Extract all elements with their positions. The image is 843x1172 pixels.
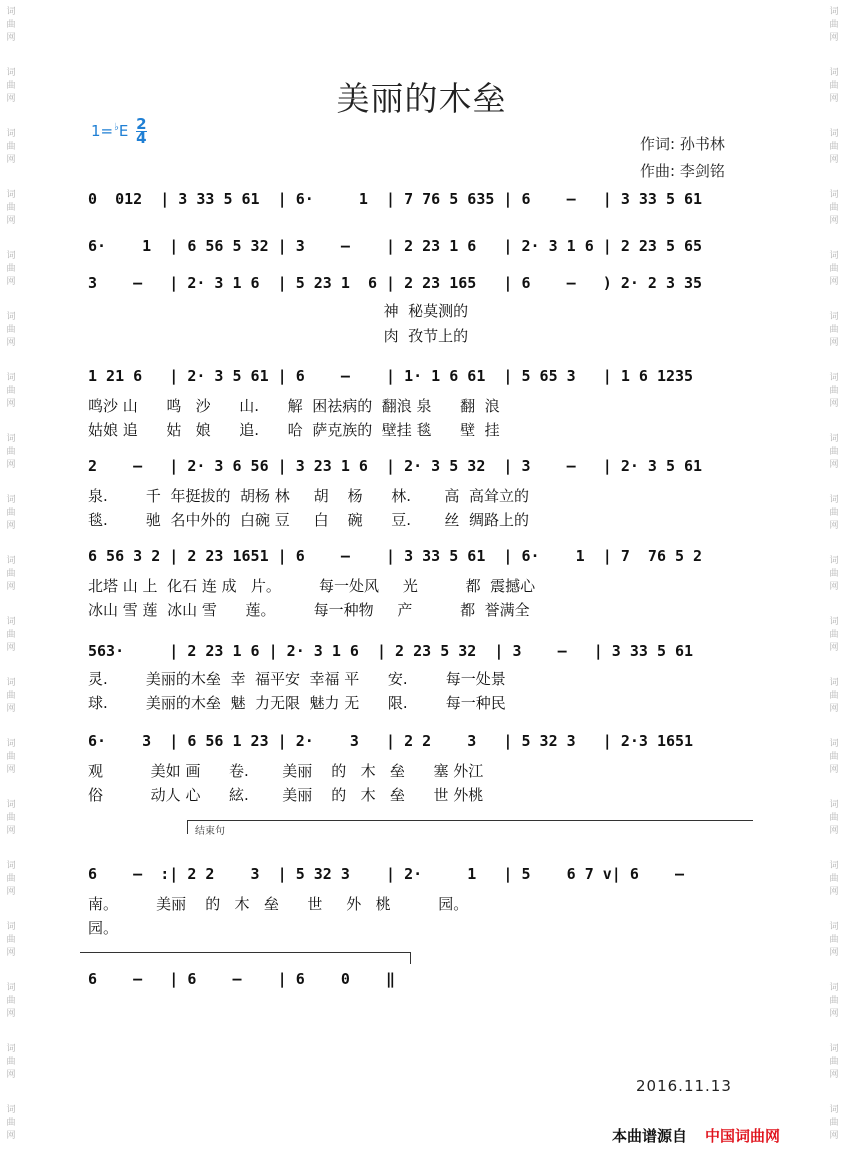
lyric-verse-2: 肉 孜节上的 [88, 327, 469, 345]
lyric-verse-2: 球. 美丽的木垒 魅 力无限 魅力 无 限. 每一种民 [88, 694, 506, 712]
staff-row-1 [80, 188, 755, 216]
time-signature [136, 115, 147, 147]
lyric-verse-1: 南。 美丽 的 木 垒 世 外 桃 园。 [88, 895, 469, 913]
watermark-glyphs: 词 曲 网 [829, 251, 839, 287]
staff-row-4 [80, 365, 755, 445]
source-brand: 中国词曲网 [705, 1127, 781, 1145]
song-title: 美丽的木垒 [336, 79, 507, 118]
key-signature [91, 115, 147, 147]
watermark-glyphs: 词 曲 网 [829, 7, 839, 43]
time-top: 2 [136, 115, 147, 133]
lyricist-credit: 作词: 孙书林 [640, 135, 725, 153]
flat-symbol: ♭ [114, 122, 119, 133]
watermark-glyphs: 词 曲 网 [829, 373, 839, 409]
notation: 6 – :| 2 2 3 | 5 32 3 | 2· 1 | 5 6 7 v| 6 – [88, 865, 685, 883]
notation: 0 012 | 3 33 5 61 | 6· 1 | 7 76 5 635 | 6 – | 3 33 5 61 [88, 190, 703, 208]
ending-label: 结束句 [195, 826, 225, 837]
watermark-glyphs: 词 曲 网 [6, 556, 16, 592]
lyric-verse-2: 俗 动人 心 絃. 美丽 的 木 垒 世 外桃 [88, 786, 484, 804]
watermark-glyphs: 词 曲 网 [829, 800, 839, 836]
source-label: 本曲谱源自 [612, 1127, 688, 1145]
watermark-glyphs: 词 曲 网 [6, 739, 16, 775]
lyric-verse-2: 园。 [88, 919, 119, 937]
watermark-glyphs: 词 曲 网 [829, 983, 839, 1019]
watermark-glyphs: 词 曲 网 [829, 1044, 839, 1080]
staff-row-2 [80, 235, 755, 263]
watermark-glyphs: 词 曲 网 [6, 312, 16, 348]
watermark-glyphs: 词 曲 网 [6, 7, 16, 43]
watermark-glyphs: 词 曲 网 [6, 617, 16, 653]
watermark-glyphs: 词 曲 网 [829, 1105, 839, 1141]
watermark-glyphs: 词 曲 网 [829, 190, 839, 226]
lyric-verse-1: 灵. 美丽的木垒 幸 福平安 幸福 平 安. 每一处景 [88, 670, 506, 688]
key-tonic: E [118, 122, 129, 140]
watermark-glyphs: 词 曲 网 [829, 495, 839, 531]
source-credit [612, 1125, 780, 1146]
staff-row-8 [80, 730, 755, 810]
watermark-glyphs: 词 曲 网 [6, 129, 16, 165]
watermark-glyphs: 词 曲 网 [6, 190, 16, 226]
notation: 6 – | 6 – | 6 0 ‖ [88, 970, 396, 988]
watermark-glyphs: 词 曲 网 [829, 617, 839, 653]
watermark-glyphs: 词 曲 网 [829, 68, 839, 104]
notation: 563· | 2 23 1 6 | 2· 3 1 6 | 2 23 5 32 | 3 – | 3 33 5 61 [88, 642, 694, 660]
staff-row-5 [80, 455, 755, 535]
notation: 2 – | 2· 3 6 56 | 3 23 1 6 | 2· 3 5 32 | 3 – | 2· 3 5 61 [88, 457, 703, 475]
notation: 6 56 3 2 | 2 23 1651 | 6 – | 3 33 5 61 | 6· 1 | 7 76 5 2 [88, 547, 703, 565]
staff-row-3 [80, 272, 755, 352]
lyric-verse-1: 北塔 山 上 化石 连 成 片。 每一处风 光 都 震撼心 [88, 577, 536, 595]
watermark-glyphs: 词 曲 网 [6, 678, 16, 714]
watermark-glyphs: 词 曲 网 [829, 922, 839, 958]
watermark-glyphs: 词 曲 网 [6, 922, 16, 958]
lyric-verse-1: 观 美如 画 卷. 美丽 的 木 垒 塞 外江 [88, 762, 484, 780]
watermark-glyphs: 词 曲 网 [829, 434, 839, 470]
staff-row-7 [80, 640, 755, 720]
final-bracket-line [80, 952, 410, 953]
watermark-glyphs: 词 曲 网 [6, 1044, 16, 1080]
notation: 6· 3 | 6 56 1 23 | 2· 3 | 2 2 3 | 5 32 3 | 2·3 1651 [88, 732, 694, 750]
watermark-glyphs: 词 曲 网 [829, 739, 839, 775]
final-bracket-tick [410, 952, 411, 964]
key-prefix: 1= [91, 122, 114, 140]
watermark-glyphs: 词 曲 网 [6, 983, 16, 1019]
watermark-glyphs: 词 曲 网 [6, 800, 16, 836]
notation: 1 21 6 | 2· 3 5 61 | 6 – | 1· 1 6 61 | 5 65 3 | 1 6 1235 [88, 367, 694, 385]
watermark-glyphs: 词 曲 网 [829, 678, 839, 714]
watermark-glyphs: 词 曲 网 [829, 861, 839, 897]
ending-bracket-tick [187, 820, 188, 834]
watermark-left [2, 0, 20, 1172]
watermark-glyphs: 词 曲 网 [6, 373, 16, 409]
ending-bracket-line [187, 820, 753, 821]
lyric-verse-2: 毯. 驰 名中外的 白碗 豆 白 碗 豆. 丝 绸路上的 [88, 511, 529, 529]
lyric-verse-1: 鸣沙 山 鸣 沙 山. 解 困祛病的 翻浪 泉 翻 浪 [88, 397, 500, 415]
date-stamp: 2016.11.13 [636, 1077, 732, 1095]
staff-row-6 [80, 545, 755, 625]
watermark-glyphs: 词 曲 网 [6, 434, 16, 470]
watermark-glyphs: 词 曲 网 [829, 312, 839, 348]
watermark-glyphs: 词 曲 网 [6, 495, 16, 531]
lyric-verse-1: 神 秘莫测的 [88, 302, 469, 320]
watermark-glyphs: 词 曲 网 [6, 68, 16, 104]
lyric-verse-2: 冰山 雪 莲 冰山 雪 莲。 每一种物 产 都 誉满全 [88, 601, 530, 619]
lyric-verse-2: 姑娘 追 姑 娘 追. 哈 萨克族的 壁挂 毯 壁 挂 [88, 421, 500, 439]
watermark-glyphs: 词 曲 网 [6, 1105, 16, 1141]
time-bottom: 4 [136, 129, 147, 147]
composer-credit: 作曲: 李剑铭 [640, 162, 725, 180]
staff-row-9 [80, 863, 755, 943]
watermark-glyphs: 词 曲 网 [829, 556, 839, 592]
lyric-verse-1: 泉. 千 年挺拔的 胡杨 林 胡 杨 林. 高 高耸立的 [88, 487, 529, 505]
watermark-glyphs: 词 曲 网 [6, 861, 16, 897]
notation: 6· 1 | 6 56 5 32 | 3 – | 2 23 1 6 | 2· 3 1 6 | 2 23 5 65 [88, 237, 703, 255]
watermark-right [825, 0, 843, 1172]
notation: 3 – | 2· 3 1 6 | 5 23 1 6 | 2 23 165 | 6 – ) 2· 2 3 35 [88, 274, 703, 292]
staff-row-10 [80, 968, 755, 996]
watermark-glyphs: 词 曲 网 [6, 251, 16, 287]
watermark-glyphs: 词 曲 网 [829, 129, 839, 165]
